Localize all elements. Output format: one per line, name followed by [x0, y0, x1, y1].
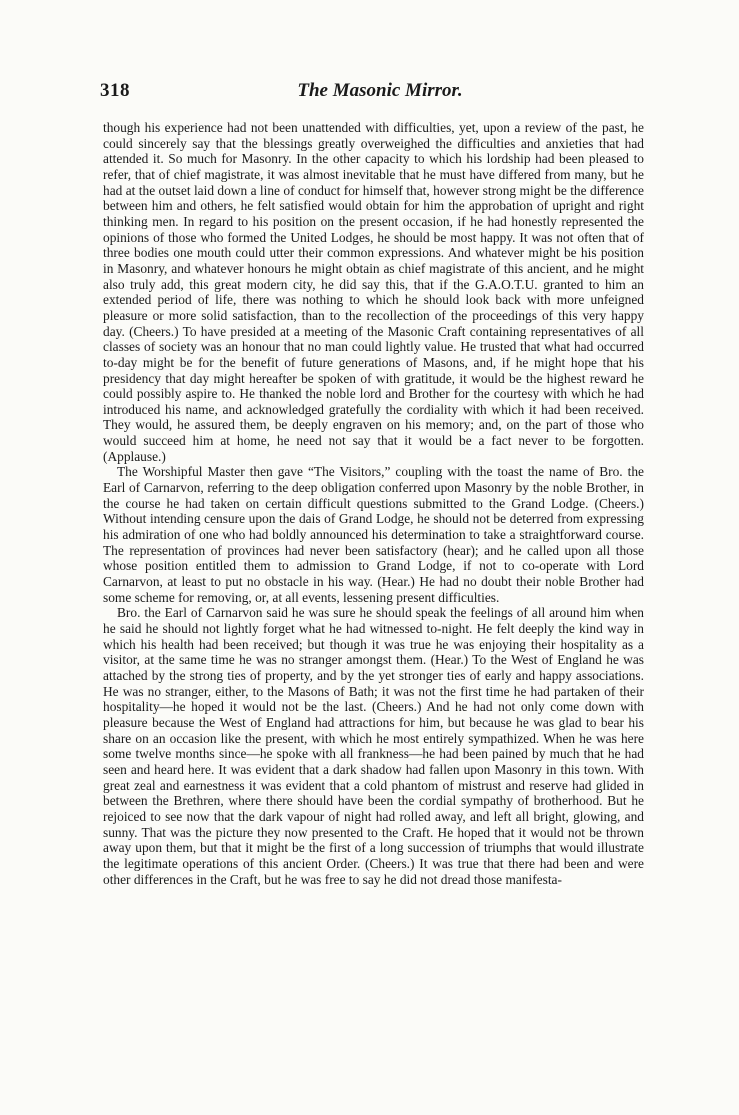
- paragraph-carnarvon-reply: Bro. the Earl of Carnarvon said he was sure he should speak the feelings of all around him when he said he should not lightly forget what he had witnessed to-night. He felt deeply the kind way in which his health had been received; but though it was true he was enjoying their hospitality as a visitor, at the same time he was no stranger amongst them. (Hear.) To the West of England he was attached by the strong ties of property, and by the yet stronger ties of early and happy associations. He was no stranger, either, to the Masons of Bath; it was not the first time he had partaken of their hospitality—he hoped it would not be the last. (Cheers.) And he had not only come down with pleasure because the West of England had attractions for him, but because he was glad to bear his share on an occasion like the present, with which he most entirely sympathized. When he was here some twelve months since—he spoke with all frankness—he had been pained by much that he had seen and heard here. It was evident that a dark shadow had fallen upon Masonry in this town. With great zeal and earnestness it was evident that a cold phantom of mistrust and reserve had glided in between the Brethren, where there should have been the cordial sympathy of brotherhood. But he rejoiced to see now that the dark vapour of night had rolled away, and left all bright, glowing, and sunny. That was the picture they now presented to the Craft. He hoped that it would not be thrown away upon them, but that it might be the first of a long succession of triumphs that would illustrate the legitimate operations of this ancient Order. (Cheers.) It was true that there had been and were other differences in the Craft, but he was free to say he did not dread those manifesta-: [103, 605, 644, 887]
- page-number: 318: [100, 80, 130, 101]
- running-title: The Masonic Mirror.: [297, 80, 463, 101]
- article-body: [103, 120, 644, 887]
- paragraph-toast-visitors: The Worshipful Master then gave “The Visitors,” coupling with the toast the name of Bro. the Earl of Carnarvon, referring to the deep obligation conferred upon Masonry by the noble Brother, in the course he had taken on certain difficult questions submitted to the Grand Lodge. (Cheers.) Without intending censure upon the dais of Grand Lodge, he should not be deterred from expressing his admiration of one who had boldly announced his determination to take a straightforward course. The representation of provinces had never been satisfactory (hear); and he called upon all those whose position entitled them to admission to Grand Lodge, if not to co-operate with Lord Carnarvon, at least to put no obstacle in his way. (Hear.) He had no doubt their noble Brother had some scheme for removing, or, at all events, lessening present difficulties.: [103, 464, 644, 605]
- paragraph-continuation: though his experience had not been unattended with difficulties, yet, upon a review of the past, he could sincerely say that the blessings greatly overweighed the difficulties and anxieties that had attended it. So much for Masonry. In the other capacity to which his lordship had been pleased to refer, that of chief magistrate, it was almost inevitable that he must have differed from many, but he had at the outset laid down a line of conduct for himself that, however strong might be the difference between him and others, he felt satisfied would obtain for him the approbation of upright and right thinking men. In regard to his position on the present occasion, if he had honestly represented the opinions of those who formed the United Lodges, he should be most happy. It was not often that of three bodies one mouth could utter their common expressions. And whatever might be his position in Masonry, and whatever honours he might obtain as chief magistrate of this ancient, and he might also truly add, this great modern city, he did say this, that if the G.A.O.T.U. granted to him an extended period of life, there was nothing to which he should look back with more unfeigned pleasure or more solid satisfaction, than to the recollection of the proceedings of this very happy day. (Cheers.) To have presided at a meeting of the Masonic Craft containing representatives of all classes of society was an honour that no man could lightly value. He trusted that what had occurred to-day might be for the benefit of future generations of Masons, and, if he might hope that his presidency that day might hereafter be spoken of with gratitude, it would be the highest reward he could possibly aspire to. He thanked the noble lord and Brother for the courtesy with which he had introduced his name, and acknowledged gratefully the cordiality with which it had been received. They would, he assured them, be deeply engraven on his memory; and, on the part of those who would succeed him at home, he need not say that it would be a fact never to be forgotten. (Applause.): [103, 120, 644, 464]
- page-header: [100, 80, 660, 110]
